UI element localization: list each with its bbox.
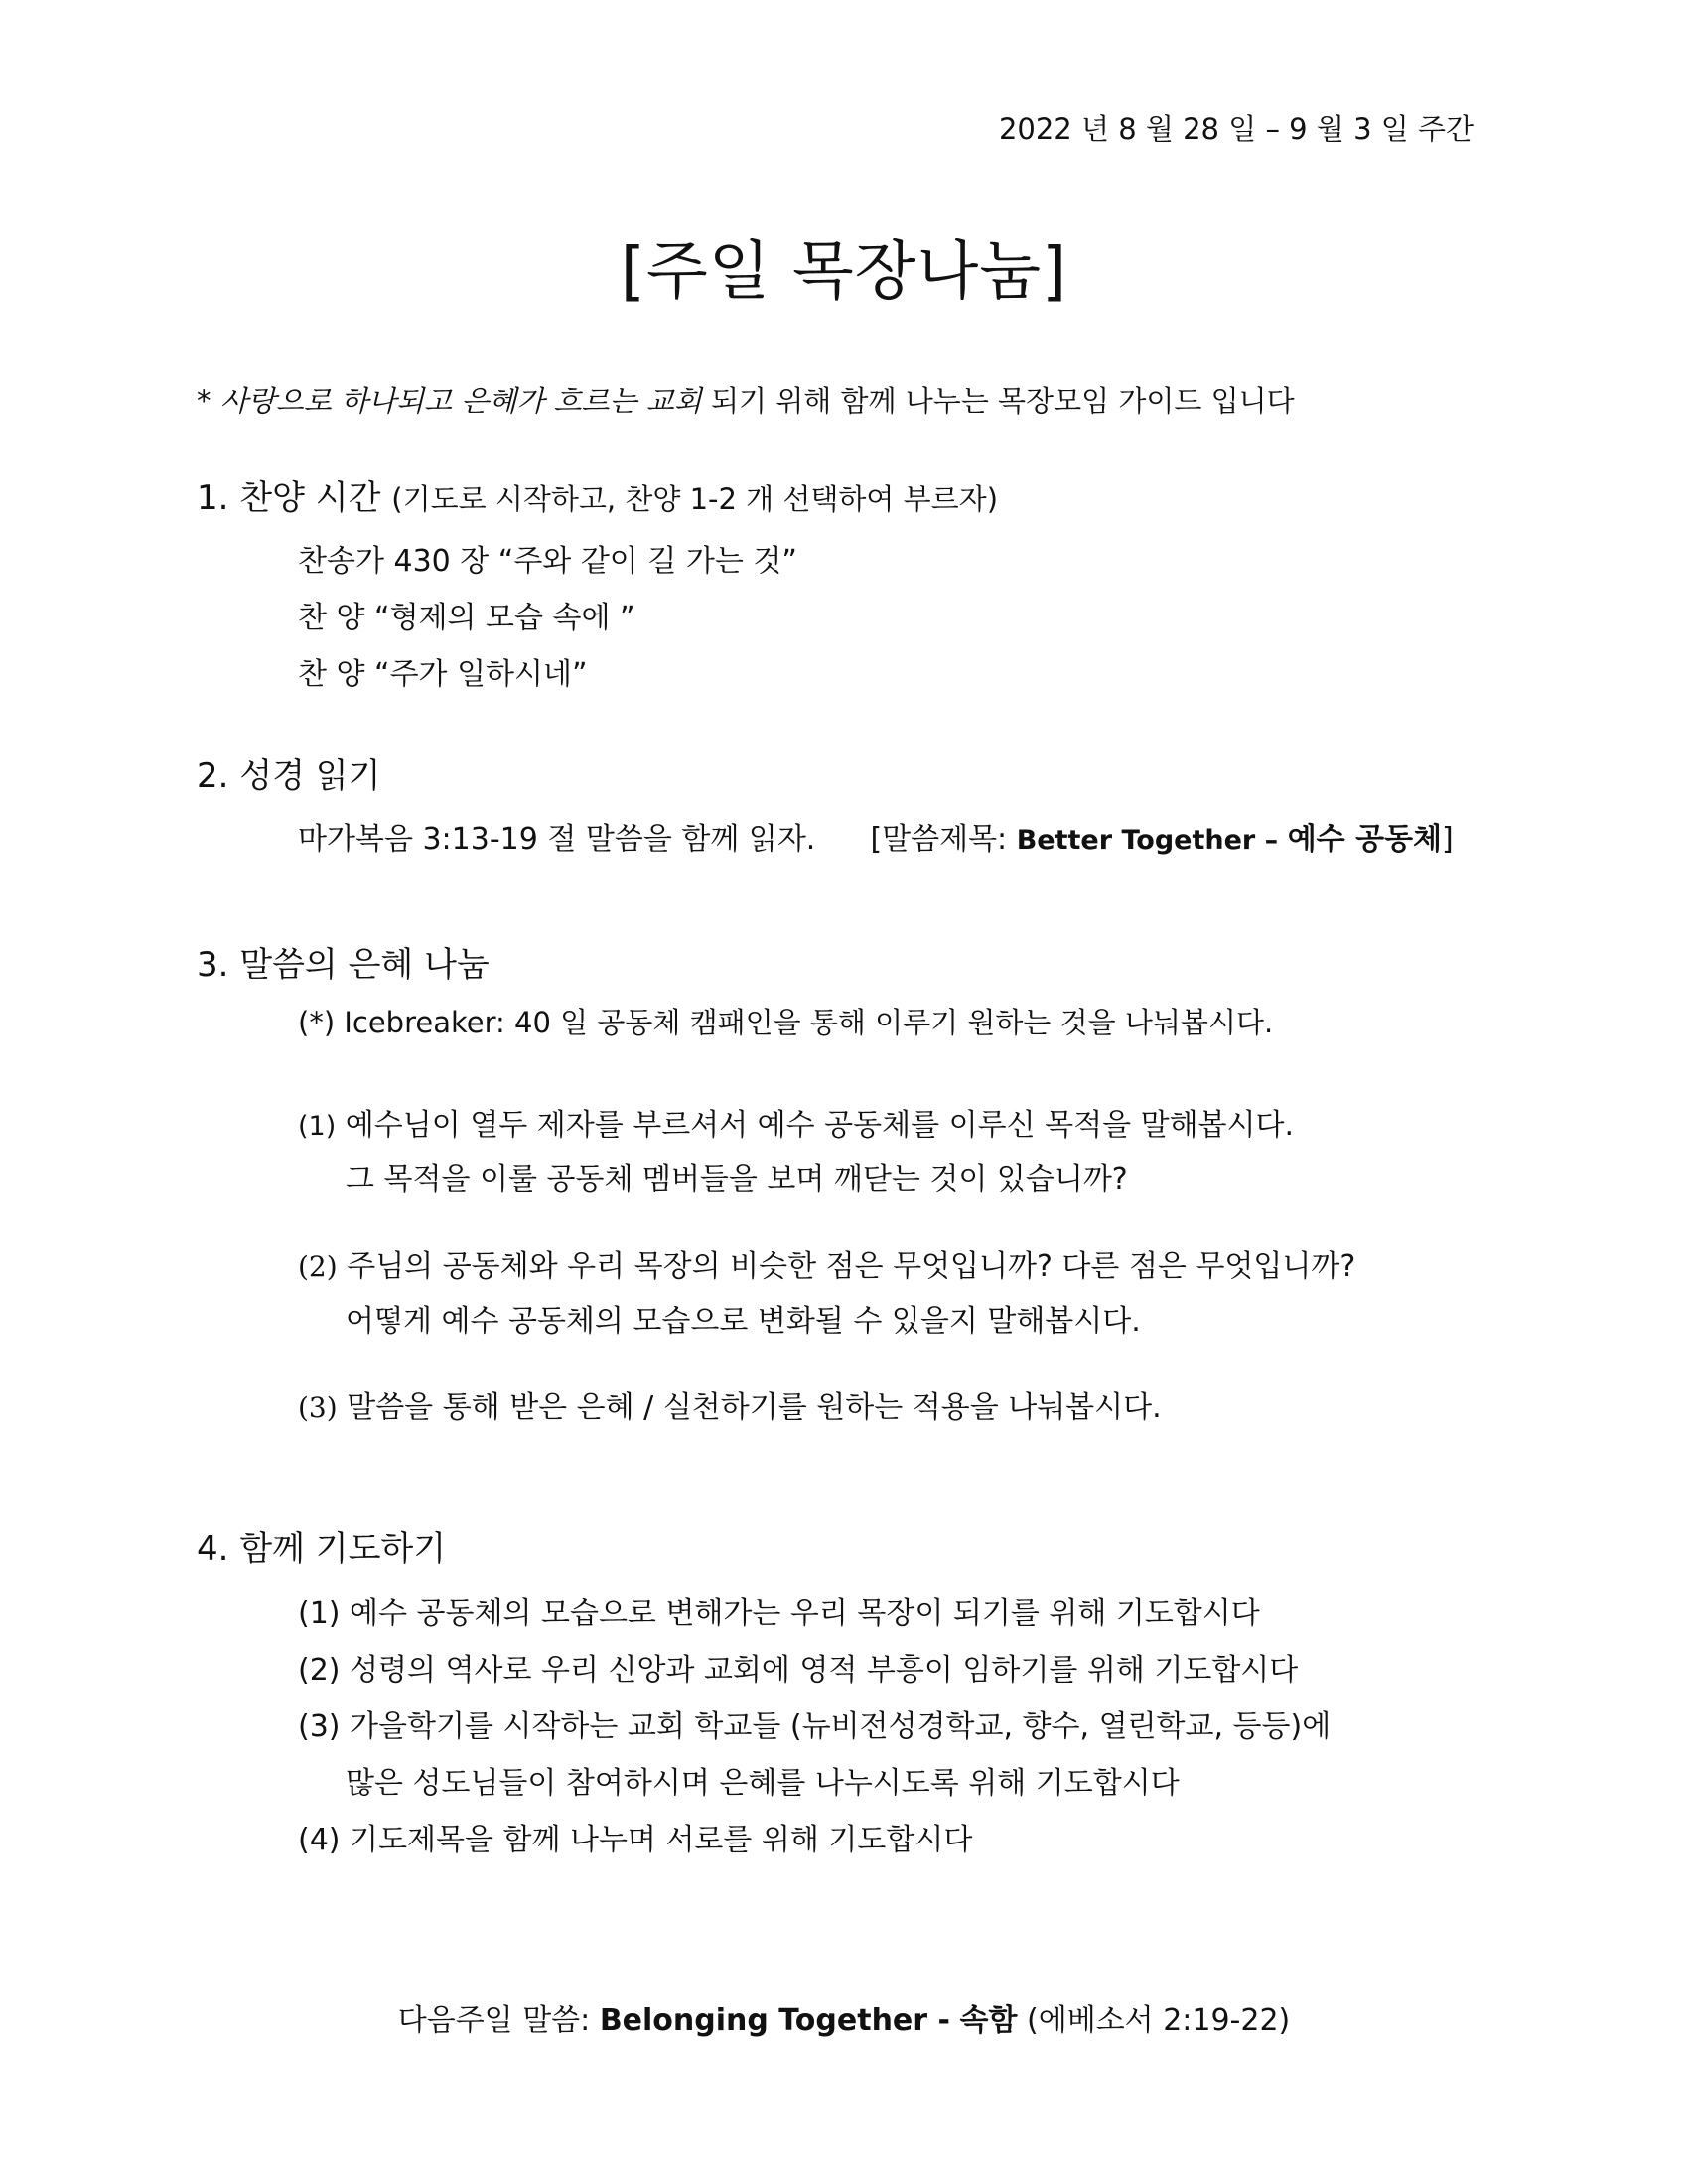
prayer-item: (3) 가을학기를 시작하는 교회 학교들 (뉴비전성경학교, 향수, 열린학교, 등등)에: [298, 1709, 1332, 1744]
icebreaker: (*) Icebreaker: 40 일 공동체 캠패인을 통해 이루기 원하는 것을 나눠봅시다.: [298, 1006, 1274, 1039]
question-3: [298, 1382, 1162, 1426]
question-1-number: (1): [298, 1111, 337, 1142]
bible-reading: 마가복음 3:13-19 절 말씀을 함께 읽자.: [298, 822, 816, 857]
song-item: 찬 양 “주가 일하시네”: [298, 657, 588, 692]
question-1: [298, 1100, 1294, 1144]
intro-italic: 사랑으로 하나되고 은혜가 흐르는 교회: [219, 384, 702, 418]
next-sermon-ref: (에베소서 2:19-22): [1027, 2003, 1291, 2038]
sermon-suffix: ]: [1442, 822, 1454, 857]
prayer-item: (2) 성령의 역사로 우리 신앙과 교회에 영적 부흥이 임하기를 위해 기도합시다: [298, 1653, 1299, 1688]
section1-note: (기도로 시작하고, 찬양 1-2 개 선택하여 부르자): [391, 482, 999, 516]
question-2: [298, 1241, 1355, 1285]
page-title: [주일 목장나눔]: [620, 235, 1068, 309]
section1-title: 1. 찬양 시간: [197, 478, 381, 518]
section2-heading: 2. 성경 읽기: [197, 756, 381, 796]
section3-heading: 3. 말씀의 은혜 나눔: [197, 945, 490, 985]
question-2-line2: 어떻게 예수 공동체의 모습으로 변화될 수 있을지 말해봅시다.: [346, 1304, 1141, 1339]
next-sermon-prefix: 다음주일 말씀:: [397, 2003, 591, 2038]
question-3-line1: 말씀을 통해 받은 은혜 / 실천하기를 원하는 적용을 나눠봅시다.: [347, 1390, 1162, 1425]
prayer-item: (1) 예수 공동체의 모습으로 변해가는 우리 목장이 되기를 위해 기도합시다: [298, 1596, 1260, 1631]
sermon-prefix: [말씀제목:: [870, 822, 1008, 857]
sermon-title-ko: 예수 공동체: [1287, 822, 1443, 857]
question-2-number: (2): [298, 1250, 338, 1283]
next-sermon: [0, 1995, 1688, 2039]
section4-heading: 4. 함께 기도하기: [197, 1529, 447, 1569]
song-item: 찬 양 “형제의 모습 속에 ”: [298, 601, 635, 635]
intro-star: *: [197, 384, 211, 418]
date-range: 2022 년 8 월 28 일 – 9 월 3 일 주간: [998, 112, 1474, 146]
next-sermon-title-ko: 속함: [959, 2003, 1018, 2038]
next-sermon-title-en: Belonging Together -: [599, 2003, 950, 2038]
section1-heading: [197, 471, 998, 519]
prayer-item-continued: 많은 성도님들이 참여하시며 은혜를 나누시도록 위해 기도합시다: [346, 1766, 1180, 1801]
question-3-number: (3): [298, 1391, 338, 1424]
question-1-line1: 예수님이 열두 제자를 부르셔서 예수 공동체를 이루신 목적을 말해봅시다.: [345, 1108, 1295, 1143]
intro-rest: 되기 위해 함께 나누는 목장모임 가이드 입니다: [711, 384, 1295, 418]
question-2-line1: 주님의 공동체와 우리 목장의 비슷한 점은 무엇입니까? 다른 점은 무엇입니까?: [347, 1249, 1356, 1284]
song-item: 찬송가 430 장 “주와 같이 길 가는 것”: [298, 544, 797, 579]
question-1-line2: 그 목적을 이룰 공동체 멤버들을 보며 깨닫는 것이 있습니까?: [346, 1162, 1128, 1197]
bible-reading-line: [298, 814, 1454, 858]
sermon-title-en: Better Together –: [1016, 825, 1279, 856]
intro-line: [197, 379, 1295, 420]
prayer-item: (4) 기도제목을 함께 나누며 서로를 위해 기도합시다: [298, 1823, 973, 1857]
